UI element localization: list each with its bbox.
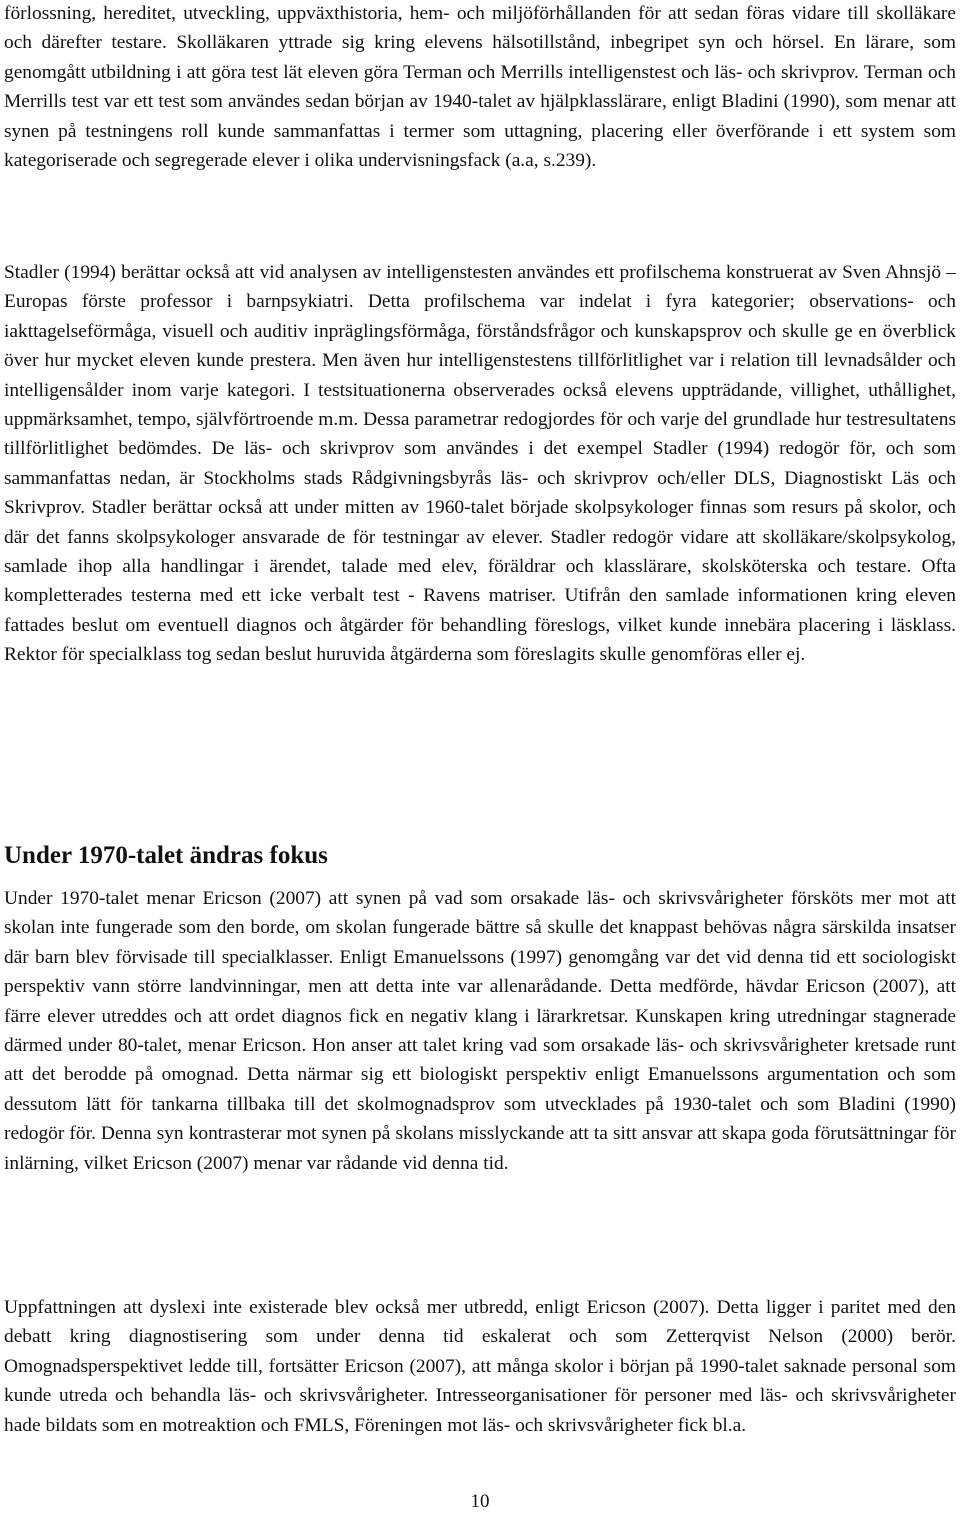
section-heading: Under 1970-talet ändras fokus bbox=[4, 842, 328, 869]
section-paragraph: Uppfattningen att dyslexi inte existerade blev också mer utbredd, enligt Ericson (2007). Detta ligger i paritet med den debatt kring diagnostisering som under denna tid eskalerat och som Zetterqvist Nelson (2000) berör. Omognadsperspektivet ledde till, fortsätter Ericson (2007), att många skolor i början på 1990-talet saknade personal som kunde utreda och behandla läs- och skrivsvårigheter. Intresseorganisationer för personer med läs- och skrivsvårigheter hade bildats som en motreaktion och FMLS, Föreningen mot läs- och skrivsvårigheter fick bl.a. bbox=[4, 1297, 956, 1436]
body-paragraph: förlossning, hereditet, utveckling, uppväxthistoria, hem- och miljöförhållanden för att sedan föras vidare till skolläkare och därefter testare. Skolläkaren yttrade sig kring elevens hälsotillstånd, inbegripet syn och hörsel. En lärare, som genomgått utbildning i att göra test lät eleven göra Terman och Merrills intelligenstest och läs- och skrivprov. Terman och Merrills test var ett test som användes sedan början av 1940-talet av hjälpklasslärare, enligt Bladini (1990), som menar att synen på testningens roll kunde sammanfattas i termer som uttagning, placering eller överförande i ett system som kategoriserade och segregerade elever i olika undervisningsfack (a.a, s.239). bbox=[4, 3, 956, 172]
page-number: 10 bbox=[470, 1491, 490, 1512]
body-paragraph: Stadler (1994) berättar också att vid analysen av intelligenstesten användes ett profilschema konstruerat av Sven Ahnsjö – Europas förste professor i barnpsykiatri. Detta profilschema var indelat i fyra kategorier; observations- och iakttagelseförmåga, visuell och auditiv inpräglingsförmåga, förståndsfrågor och kunskapsprov och skulle ge en överblick över hur mycket eleven kunde prestera. Men även hur intelligenstestens tillförlitlighet var i relation till levnadsålder och intelligensålder inom varje kategori. I testsituationerna observerades också elevens uppträdande, villighet, uthållighet, uppmärksamhet, tempo, självförtroende m.m. Dessa parametrar redogjordes för och varje del grundlade hur testresultatens tillförlitlighet bedömdes. De läs- och skrivprov som användes i det exempel Stadler (1994) redogör för, och som sammanfattas nedan, är Stockholms stads Rådgivningsbyrås läs- och skrivprov och/eller DLS, Diagnostiskt Läs och Skrivprov. Stadler berättar också att under mitten av 1960-talet började skolpsykologer finnas som resurs på skolor, och där det fanns skolpsykologer ansvarade de för testningar av elever. Stadler redogör vidare att skolläkare/skolpsykolog, samlade ihop alla handlingar i ärendet, talade med elev, föräldrar och klasslärare, skolsköterska och testare. Ofta kompletterades testerna med ett icke verbalt test - Ravens matriser. Utifrån den samlade informationen kring eleven fattades beslut om eventuell diagnos och åtgärder för behandling föreslogs, vilket kunde innebära placering i läsklass. Rektor för specialklass tog sedan beslut huruvida åtgärderna som föreslagits skulle genomföras eller ej. bbox=[4, 262, 956, 666]
section-paragraph: Under 1970-talet menar Ericson (2007) att synen på vad som orsakade läs- och skrivsvårigheter försköts mer mot att skolan inte fungerade som den borde, om skolan fungerade bättre så skulle det knappast behövas några särskilda insatser där barn blev förvisade till specialklasser. Enligt Emanuelssons (1997) genomgång var det vid denna tid ett sociologiskt perspektiv vann större landvinningar, men att detta inte var allenarådande. Detta medförde, hävdar Ericson (2007), att färre elever utreddes och att ordet diagnos fick en negativ klang i lärarkretsar. Kunskapen kring utredningar stagnerade därmed under 80-talet, menar Ericson. Hon anser att talet kring vad som orsakade läs- och skrivsvårigheter kretsade runt att det berodde på omognad. Detta närmar sig ett biologiskt perspektiv enligt Emanuelssons argumentation och som dessutom lätt för tankarna tillbaka till det skolmognadsprov som utvecklades på 1930-talet och som Bladini (1990) redogör för. Denna syn kontrasterar mot synen på skolans misslyckande att ta sitt ansvar att skapa goda förutsättningar för inlärning, vilket Ericson (2007) menar var rådande vid denna tid. bbox=[4, 888, 956, 1174]
